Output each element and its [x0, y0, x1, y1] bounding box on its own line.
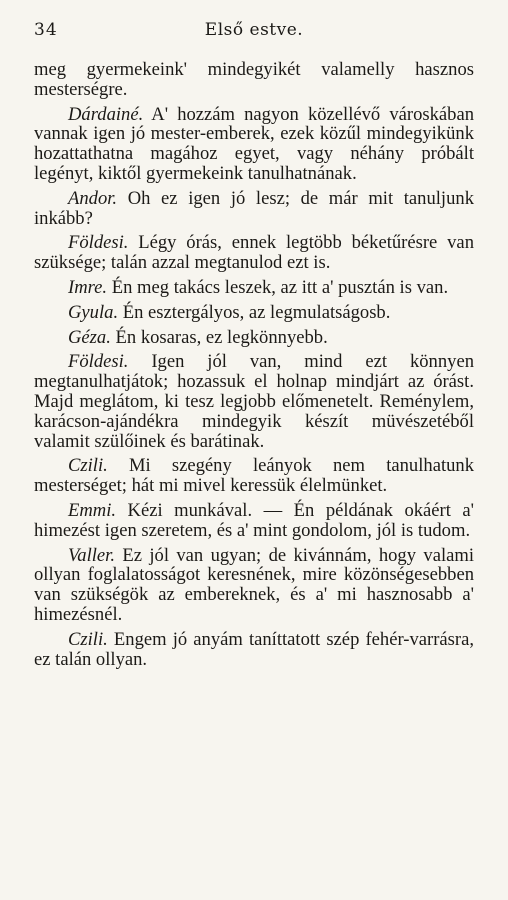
- paragraph: [34, 501, 474, 541]
- speaker-name: Géza.: [68, 326, 111, 348]
- paragraph-text: Én esztergályos, az legmulatságosb.: [118, 301, 391, 323]
- speaker-name: Dárdainé.: [68, 103, 144, 125]
- paragraph-text: Én meg takács leszek, az itt a' pusztán is van.: [107, 276, 449, 298]
- speaker-name: Emmi.: [68, 499, 117, 521]
- running-title: Első estve.: [204, 20, 304, 40]
- speaker-name: Czili.: [68, 455, 108, 477]
- paragraph: [34, 189, 474, 229]
- page-header: [34, 20, 474, 44]
- page-number: 34: [34, 20, 58, 40]
- paragraph-text: Ez jól van ugyan; de kivánnám, hogy valami ollyan foglalatosságot keresnének, mire közönségesebben van szükségök az embereknek, és a' mi hasznosabb a' himezésnél.: [34, 544, 474, 625]
- paragraph: [34, 630, 474, 670]
- dialogue-text: [34, 60, 474, 674]
- speaker-name: Imre.: [68, 276, 108, 298]
- paragraph-text: Engem jó anyám taníttatott szép fehér-varrásra, ez talán ollyan.: [34, 628, 474, 670]
- paragraph: [34, 328, 474, 348]
- speaker-name: Andor.: [68, 187, 118, 209]
- paragraph: [34, 456, 474, 496]
- speaker-name: Földesi.: [68, 351, 129, 373]
- paragraph-text: A' hozzám nagyon közellévő városkában vannak igen jó mester-emberek, ezek közűl mindegyikünk hozattathatna magához egyet, vagy néhány próbált legényt, kiktől gyermekeink tanulhatnának.: [34, 103, 474, 184]
- paragraph-text: Oh ez igen jó lesz; de már mit tanuljunk inkább?: [34, 187, 474, 229]
- paragraph-text: Mi szegény leányok nem tanulhatunk mesterséget; hát mi mivel keressük élelmünket.: [34, 455, 474, 497]
- paragraph: [34, 303, 474, 323]
- paragraph-text: Légy órás, ennek legtöbb béketűrésre van szüksége; talán azzal megtanulod ezt is.: [34, 232, 474, 274]
- paragraph-text: Én kosaras, ez legkönnyebb.: [110, 326, 328, 348]
- speaker-name: Czili.: [68, 628, 108, 650]
- paragraph: [34, 546, 474, 625]
- paragraph: [34, 60, 474, 100]
- speaker-name: Gyula.: [68, 301, 119, 323]
- paragraph-text: meg gyermekeink' mindegyikét valamelly hasznos mesterségre.: [34, 59, 474, 100]
- paragraph: [34, 278, 474, 298]
- paragraph: [34, 233, 474, 273]
- paragraph: [34, 105, 474, 184]
- paragraph-text: Igen jól van, mind ezt könnyen megtanulhatjátok; hozassuk el holnap mindjárt az órást. Majd meglátom, ki tesz legjobb előmenetelt. Reménylem, karácson-ajándékra mindegyik készít müvészetéből valamit szülőinek és barátinak.: [34, 351, 474, 452]
- paragraph-text: Kézi munkával. — Én példának okáért a' himezést igen szeretem, és a' mint gondolom, jól is tudom.: [34, 499, 474, 541]
- speaker-name: Földesi.: [68, 232, 129, 254]
- paragraph: [34, 352, 474, 451]
- speaker-name: Valler.: [68, 544, 116, 566]
